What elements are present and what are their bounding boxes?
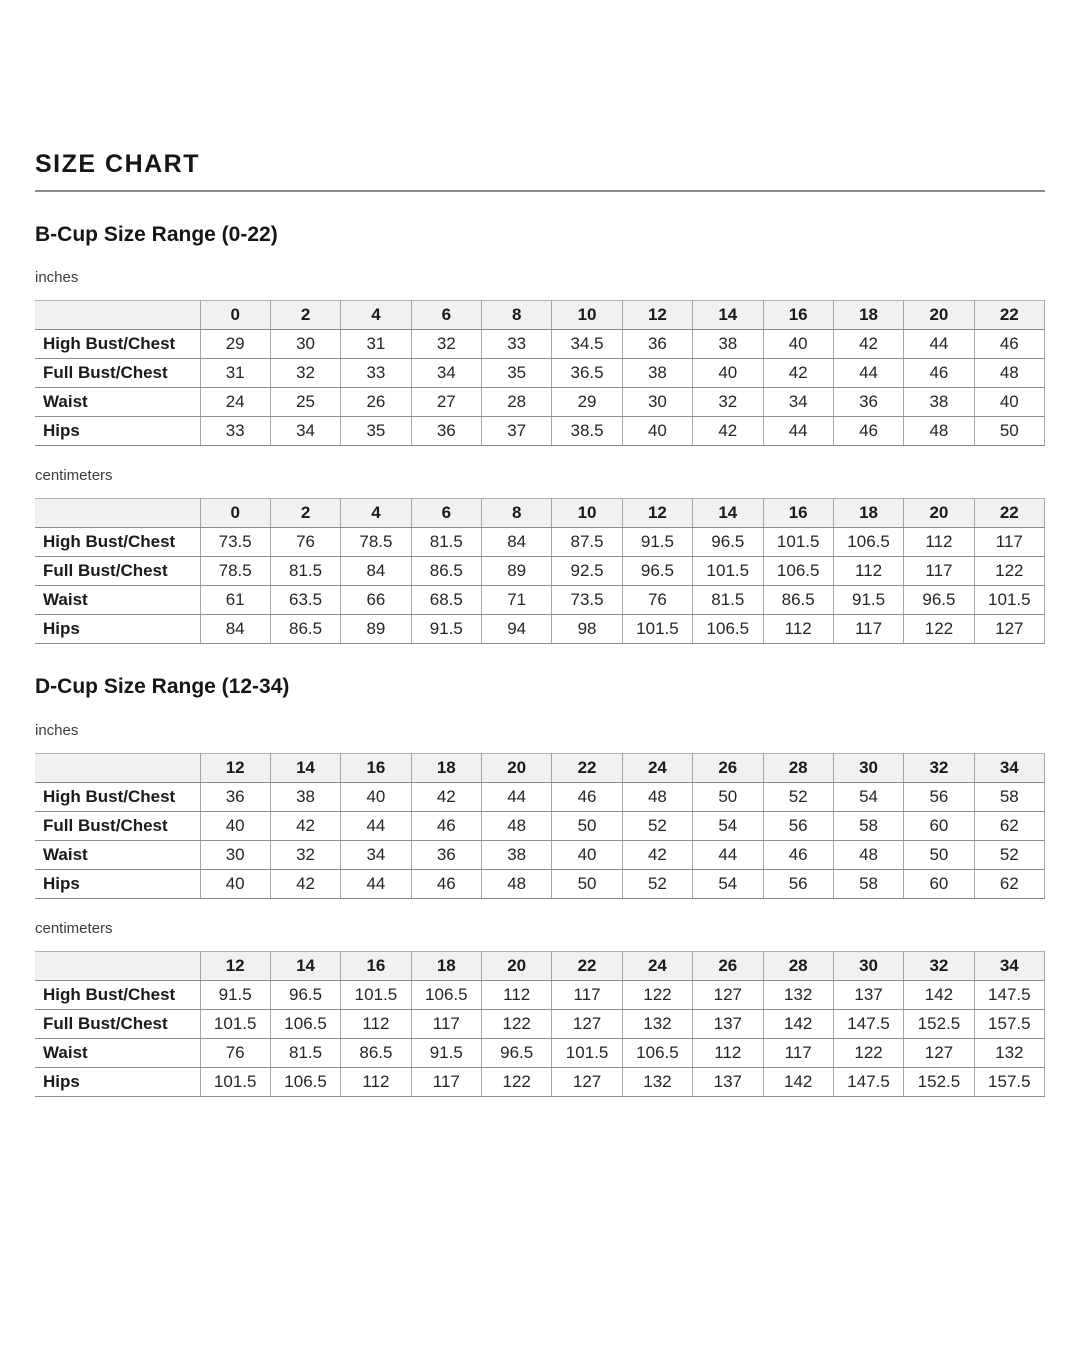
measurement-value-cell: 29 — [200, 330, 270, 359]
section-heading-d-cup: D-Cup Size Range (12-34) — [35, 675, 290, 699]
measurement-value-cell: 73.5 — [200, 528, 270, 557]
measurement-value-cell: 40 — [622, 417, 692, 446]
table-header-row — [35, 753, 1045, 782]
measurement-value-cell: 87.5 — [552, 528, 622, 557]
measurement-value-cell: 152.5 — [904, 1010, 974, 1039]
measurement-value-cell: 36.5 — [552, 359, 622, 388]
size-column-header: 34 — [974, 753, 1044, 782]
measurement-value-cell: 40 — [552, 840, 622, 869]
table-row — [35, 1039, 1045, 1068]
size-column-header: 12 — [622, 499, 692, 528]
measurement-value-cell: 30 — [200, 840, 270, 869]
measurement-value-cell: 147.5 — [833, 1010, 903, 1039]
size-column-header: 16 — [341, 952, 411, 981]
measurement-value-cell: 86.5 — [270, 615, 340, 644]
measurement-value-cell: 46 — [763, 840, 833, 869]
measurement-value-cell: 36 — [833, 388, 903, 417]
size-column-header: 6 — [411, 499, 481, 528]
measurement-value-cell: 96.5 — [693, 528, 763, 557]
size-column-header: 24 — [622, 753, 692, 782]
size-column-header: 20 — [482, 753, 552, 782]
measurement-value-cell: 36 — [411, 840, 481, 869]
measurement-value-cell: 91.5 — [833, 586, 903, 615]
measurement-value-cell: 71 — [482, 586, 552, 615]
measurement-value-cell: 86.5 — [411, 557, 481, 586]
measurement-value-cell: 37 — [482, 417, 552, 446]
corner-cell — [35, 952, 200, 981]
measurement-value-cell: 127 — [693, 981, 763, 1010]
measurement-value-cell: 44 — [833, 359, 903, 388]
measurement-value-cell: 101.5 — [552, 1039, 622, 1068]
unit-label-centimeters: centimeters — [35, 919, 113, 937]
measurement-value-cell: 40 — [200, 811, 270, 840]
measurement-value-cell: 94 — [482, 615, 552, 644]
table-header-row — [35, 952, 1045, 981]
size-column-header: 32 — [904, 753, 974, 782]
measurement-value-cell: 84 — [200, 615, 270, 644]
measurement-value-cell: 40 — [763, 330, 833, 359]
measurement-row-label: Full Bust/Chest — [35, 1010, 200, 1039]
measurement-value-cell: 28 — [482, 388, 552, 417]
measurement-value-cell: 32 — [411, 330, 481, 359]
measurement-value-cell: 40 — [974, 388, 1044, 417]
table-header-row — [35, 301, 1045, 330]
measurement-value-cell: 36 — [200, 782, 270, 811]
size-column-header: 0 — [200, 499, 270, 528]
section-heading-b-cup: B-Cup Size Range (0-22) — [35, 222, 278, 246]
measurement-value-cell: 61 — [200, 586, 270, 615]
measurement-row-label: Full Bust/Chest — [35, 557, 200, 586]
measurement-value-cell: 137 — [693, 1010, 763, 1039]
measurement-value-cell: 106.5 — [833, 528, 903, 557]
measurement-value-cell: 46 — [411, 811, 481, 840]
measurement-value-cell: 34 — [270, 417, 340, 446]
measurement-row-label: Waist — [35, 1039, 200, 1068]
measurement-value-cell: 106.5 — [270, 1068, 340, 1097]
measurement-value-cell: 81.5 — [270, 1039, 340, 1068]
measurement-value-cell: 26 — [341, 388, 411, 417]
measurement-value-cell: 36 — [411, 417, 481, 446]
measurement-value-cell: 44 — [763, 417, 833, 446]
measurement-value-cell: 46 — [974, 330, 1044, 359]
measurement-value-cell: 81.5 — [693, 586, 763, 615]
measurement-value-cell: 73.5 — [552, 586, 622, 615]
table-header-row — [35, 499, 1045, 528]
measurement-row-label: Waist — [35, 586, 200, 615]
corner-cell — [35, 499, 200, 528]
measurement-value-cell: 78.5 — [341, 528, 411, 557]
measurement-value-cell: 96.5 — [622, 557, 692, 586]
measurement-value-cell: 40 — [693, 359, 763, 388]
measurement-value-cell: 44 — [904, 330, 974, 359]
size-column-header: 6 — [411, 301, 481, 330]
measurement-value-cell: 48 — [974, 359, 1044, 388]
size-column-header: 26 — [693, 952, 763, 981]
measurement-value-cell: 63.5 — [270, 586, 340, 615]
measurement-value-cell: 31 — [341, 330, 411, 359]
size-column-header: 22 — [552, 952, 622, 981]
measurement-value-cell: 132 — [622, 1068, 692, 1097]
size-column-header: 22 — [552, 753, 622, 782]
measurement-value-cell: 48 — [904, 417, 974, 446]
measurement-value-cell: 44 — [341, 869, 411, 898]
table-row — [35, 417, 1045, 446]
table-row — [35, 557, 1045, 586]
measurement-value-cell: 127 — [974, 615, 1044, 644]
measurement-value-cell: 32 — [270, 359, 340, 388]
measurement-row-label: High Bust/Chest — [35, 330, 200, 359]
measurement-value-cell: 34.5 — [552, 330, 622, 359]
size-column-header: 16 — [341, 753, 411, 782]
measurement-value-cell: 44 — [693, 840, 763, 869]
measurement-value-cell: 25 — [270, 388, 340, 417]
size-column-header: 18 — [833, 499, 903, 528]
measurement-value-cell: 44 — [482, 782, 552, 811]
measurement-value-cell: 101.5 — [763, 528, 833, 557]
measurement-row-label: High Bust/Chest — [35, 981, 200, 1010]
measurement-value-cell: 30 — [622, 388, 692, 417]
size-column-header: 14 — [693, 499, 763, 528]
size-column-header: 18 — [411, 753, 481, 782]
measurement-value-cell: 58 — [833, 869, 903, 898]
size-column-header: 4 — [341, 499, 411, 528]
measurement-value-cell: 35 — [341, 417, 411, 446]
measurement-row-label: Hips — [35, 417, 200, 446]
size-table-d-cup-inches — [35, 753, 1045, 899]
measurement-value-cell: 42 — [763, 359, 833, 388]
size-column-header: 12 — [622, 301, 692, 330]
measurement-value-cell: 78.5 — [200, 557, 270, 586]
section-b-cup — [35, 223, 1045, 645]
measurement-value-cell: 35 — [482, 359, 552, 388]
measurement-value-cell: 122 — [482, 1010, 552, 1039]
size-column-header: 8 — [482, 499, 552, 528]
measurement-row-label: Full Bust/Chest — [35, 359, 200, 388]
measurement-value-cell: 101.5 — [693, 557, 763, 586]
table-row — [35, 981, 1045, 1010]
measurement-value-cell: 127 — [552, 1068, 622, 1097]
title-divider — [35, 190, 1045, 192]
size-column-header: 14 — [270, 952, 340, 981]
measurement-value-cell: 68.5 — [411, 586, 481, 615]
measurement-value-cell: 76 — [622, 586, 692, 615]
measurement-value-cell: 112 — [693, 1039, 763, 1068]
measurement-value-cell: 92.5 — [552, 557, 622, 586]
table-row — [35, 615, 1045, 644]
measurement-value-cell: 84 — [482, 528, 552, 557]
measurement-value-cell: 34 — [763, 388, 833, 417]
measurement-value-cell: 122 — [974, 557, 1044, 586]
measurement-value-cell: 137 — [693, 1068, 763, 1097]
measurement-value-cell: 40 — [341, 782, 411, 811]
size-column-header: 26 — [693, 753, 763, 782]
measurement-value-cell: 46 — [552, 782, 622, 811]
measurement-value-cell: 117 — [411, 1068, 481, 1097]
measurement-value-cell: 50 — [552, 869, 622, 898]
measurement-value-cell: 117 — [974, 528, 1044, 557]
measurement-value-cell: 112 — [341, 1068, 411, 1097]
size-column-header: 20 — [904, 301, 974, 330]
measurement-value-cell: 42 — [270, 811, 340, 840]
size-column-header: 20 — [482, 952, 552, 981]
measurement-value-cell: 52 — [622, 869, 692, 898]
size-column-header: 10 — [552, 499, 622, 528]
measurement-value-cell: 38 — [693, 330, 763, 359]
measurement-value-cell: 112 — [482, 981, 552, 1010]
measurement-value-cell: 34 — [411, 359, 481, 388]
page-title: SIZE CHART — [35, 150, 200, 178]
measurement-value-cell: 32 — [270, 840, 340, 869]
measurement-value-cell: 86.5 — [763, 586, 833, 615]
size-table-d-cup-centimeters — [35, 951, 1045, 1097]
measurement-value-cell: 46 — [411, 869, 481, 898]
measurement-value-cell: 48 — [833, 840, 903, 869]
measurement-value-cell: 32 — [693, 388, 763, 417]
measurement-value-cell: 101.5 — [622, 615, 692, 644]
measurement-value-cell: 106.5 — [622, 1039, 692, 1068]
measurement-value-cell: 122 — [622, 981, 692, 1010]
measurement-value-cell: 33 — [341, 359, 411, 388]
measurement-value-cell: 101.5 — [200, 1010, 270, 1039]
measurement-value-cell: 46 — [904, 359, 974, 388]
measurement-value-cell: 76 — [200, 1039, 270, 1068]
measurement-value-cell: 117 — [411, 1010, 481, 1039]
size-column-header: 8 — [482, 301, 552, 330]
table-row — [35, 1068, 1045, 1097]
size-column-header: 20 — [904, 499, 974, 528]
measurement-value-cell: 91.5 — [411, 1039, 481, 1068]
measurement-value-cell: 46 — [833, 417, 903, 446]
measurement-value-cell: 24 — [200, 388, 270, 417]
section-d-cup — [35, 675, 1045, 1097]
measurement-value-cell: 157.5 — [974, 1068, 1044, 1097]
measurement-value-cell: 122 — [482, 1068, 552, 1097]
measurement-value-cell: 147.5 — [974, 981, 1044, 1010]
measurement-value-cell: 50 — [552, 811, 622, 840]
measurement-value-cell: 81.5 — [270, 557, 340, 586]
measurement-value-cell: 112 — [763, 615, 833, 644]
measurement-value-cell: 137 — [833, 981, 903, 1010]
measurement-value-cell: 117 — [833, 615, 903, 644]
measurement-value-cell: 38 — [904, 388, 974, 417]
size-column-header: 16 — [763, 301, 833, 330]
measurement-row-label: Waist — [35, 388, 200, 417]
measurement-value-cell: 58 — [974, 782, 1044, 811]
measurement-value-cell: 127 — [552, 1010, 622, 1039]
measurement-value-cell: 38 — [622, 359, 692, 388]
measurement-value-cell: 147.5 — [833, 1068, 903, 1097]
measurement-value-cell: 60 — [904, 869, 974, 898]
measurement-value-cell: 122 — [833, 1039, 903, 1068]
measurement-value-cell: 142 — [763, 1068, 833, 1097]
measurement-value-cell: 31 — [200, 359, 270, 388]
measurement-value-cell: 36 — [622, 330, 692, 359]
size-column-header: 32 — [904, 952, 974, 981]
measurement-value-cell: 33 — [482, 330, 552, 359]
measurement-value-cell: 44 — [341, 811, 411, 840]
size-column-header: 22 — [974, 301, 1044, 330]
measurement-value-cell: 40 — [200, 869, 270, 898]
measurement-value-cell: 50 — [693, 782, 763, 811]
measurement-value-cell: 38.5 — [552, 417, 622, 446]
measurement-value-cell: 62 — [974, 869, 1044, 898]
corner-cell — [35, 753, 200, 782]
measurement-row-label: High Bust/Chest — [35, 528, 200, 557]
measurement-value-cell: 91.5 — [411, 615, 481, 644]
size-column-header: 2 — [270, 499, 340, 528]
measurement-row-label: Hips — [35, 869, 200, 898]
measurement-value-cell: 86.5 — [341, 1039, 411, 1068]
measurement-value-cell: 48 — [622, 782, 692, 811]
size-column-header: 14 — [270, 753, 340, 782]
corner-cell — [35, 301, 200, 330]
measurement-value-cell: 33 — [200, 417, 270, 446]
measurement-value-cell: 132 — [622, 1010, 692, 1039]
measurement-row-label: High Bust/Chest — [35, 782, 200, 811]
size-column-header: 0 — [200, 301, 270, 330]
table-row — [35, 782, 1045, 811]
size-column-header: 12 — [200, 952, 270, 981]
measurement-value-cell: 48 — [482, 869, 552, 898]
table-row — [35, 528, 1045, 557]
measurement-value-cell: 27 — [411, 388, 481, 417]
size-column-header: 28 — [763, 753, 833, 782]
measurement-value-cell: 157.5 — [974, 1010, 1044, 1039]
measurement-value-cell: 81.5 — [411, 528, 481, 557]
measurement-value-cell: 50 — [974, 417, 1044, 446]
measurement-value-cell: 56 — [904, 782, 974, 811]
measurement-value-cell: 132 — [763, 981, 833, 1010]
measurement-value-cell: 117 — [552, 981, 622, 1010]
measurement-value-cell: 60 — [904, 811, 974, 840]
table-row — [35, 586, 1045, 615]
measurement-value-cell: 56 — [763, 869, 833, 898]
measurement-value-cell: 54 — [833, 782, 903, 811]
unit-label-inches: inches — [35, 721, 79, 739]
measurement-value-cell: 112 — [904, 528, 974, 557]
measurement-value-cell: 50 — [904, 840, 974, 869]
measurement-value-cell: 38 — [482, 840, 552, 869]
measurement-value-cell: 117 — [763, 1039, 833, 1068]
measurement-value-cell: 54 — [693, 869, 763, 898]
measurement-value-cell: 101.5 — [341, 981, 411, 1010]
measurement-value-cell: 112 — [341, 1010, 411, 1039]
measurement-value-cell: 62 — [974, 811, 1044, 840]
measurement-value-cell: 101.5 — [974, 586, 1044, 615]
size-column-header: 30 — [833, 952, 903, 981]
size-column-header: 2 — [270, 301, 340, 330]
size-table-b-cup-centimeters — [35, 498, 1045, 644]
size-column-header: 12 — [200, 753, 270, 782]
measurement-value-cell: 54 — [693, 811, 763, 840]
measurement-row-label: Hips — [35, 615, 200, 644]
measurement-value-cell: 29 — [552, 388, 622, 417]
measurement-value-cell: 42 — [693, 417, 763, 446]
measurement-row-label: Waist — [35, 840, 200, 869]
measurement-value-cell: 106.5 — [411, 981, 481, 1010]
table-row — [35, 330, 1045, 359]
measurement-value-cell: 76 — [270, 528, 340, 557]
measurement-value-cell: 56 — [763, 811, 833, 840]
measurement-value-cell: 42 — [411, 782, 481, 811]
size-column-header: 28 — [763, 952, 833, 981]
measurement-value-cell: 89 — [341, 615, 411, 644]
measurement-value-cell: 38 — [270, 782, 340, 811]
size-column-header: 14 — [693, 301, 763, 330]
measurement-value-cell: 89 — [482, 557, 552, 586]
size-column-header: 18 — [833, 301, 903, 330]
measurement-value-cell: 106.5 — [763, 557, 833, 586]
unit-label-inches: inches — [35, 268, 79, 286]
measurement-value-cell: 106.5 — [270, 1010, 340, 1039]
table-row — [35, 811, 1045, 840]
measurement-value-cell: 34 — [341, 840, 411, 869]
measurement-value-cell: 42 — [622, 840, 692, 869]
size-table-b-cup-inches — [35, 300, 1045, 446]
size-column-header: 24 — [622, 952, 692, 981]
measurement-value-cell: 84 — [341, 557, 411, 586]
size-column-header: 18 — [411, 952, 481, 981]
measurement-value-cell: 96.5 — [482, 1039, 552, 1068]
measurement-value-cell: 42 — [270, 869, 340, 898]
unit-label-centimeters: centimeters — [35, 467, 113, 485]
measurement-value-cell: 101.5 — [200, 1068, 270, 1097]
measurement-value-cell: 96.5 — [270, 981, 340, 1010]
measurement-value-cell: 58 — [833, 811, 903, 840]
measurement-value-cell: 132 — [974, 1039, 1044, 1068]
table-row — [35, 1010, 1045, 1039]
measurement-value-cell: 112 — [833, 557, 903, 586]
measurement-value-cell: 30 — [270, 330, 340, 359]
table-row — [35, 388, 1045, 417]
size-column-header: 10 — [552, 301, 622, 330]
measurement-value-cell: 91.5 — [622, 528, 692, 557]
table-row — [35, 359, 1045, 388]
measurement-value-cell: 52 — [974, 840, 1044, 869]
measurement-value-cell: 117 — [904, 557, 974, 586]
measurement-value-cell: 52 — [622, 811, 692, 840]
measurement-value-cell: 48 — [482, 811, 552, 840]
measurement-value-cell: 142 — [763, 1010, 833, 1039]
size-column-header: 30 — [833, 753, 903, 782]
measurement-value-cell: 142 — [904, 981, 974, 1010]
measurement-value-cell: 152.5 — [904, 1068, 974, 1097]
measurement-value-cell: 122 — [904, 615, 974, 644]
measurement-row-label: Full Bust/Chest — [35, 811, 200, 840]
measurement-value-cell: 106.5 — [693, 615, 763, 644]
size-column-header: 34 — [974, 952, 1044, 981]
size-column-header: 16 — [763, 499, 833, 528]
measurement-value-cell: 96.5 — [904, 586, 974, 615]
measurement-row-label: Hips — [35, 1068, 200, 1097]
measurement-value-cell: 91.5 — [200, 981, 270, 1010]
measurement-value-cell: 52 — [763, 782, 833, 811]
measurement-value-cell: 66 — [341, 586, 411, 615]
measurement-value-cell: 42 — [833, 330, 903, 359]
measurement-value-cell: 127 — [904, 1039, 974, 1068]
size-column-header: 4 — [341, 301, 411, 330]
size-column-header: 22 — [974, 499, 1044, 528]
table-row — [35, 840, 1045, 869]
table-row — [35, 869, 1045, 898]
measurement-value-cell: 98 — [552, 615, 622, 644]
